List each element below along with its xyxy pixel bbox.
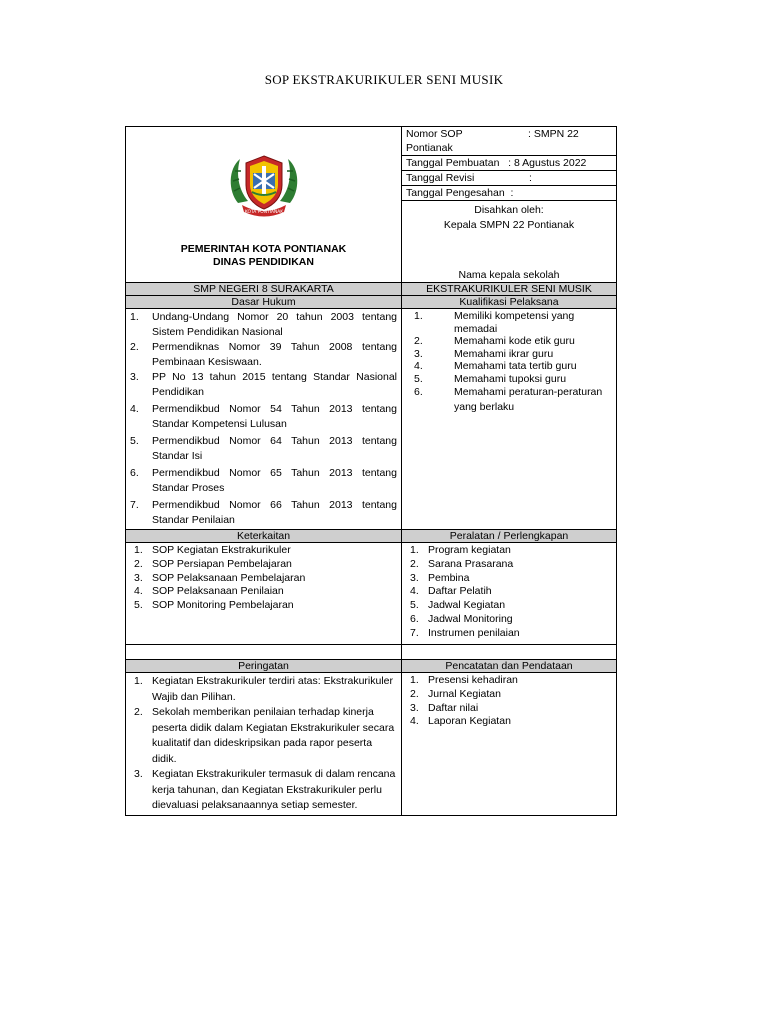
tanggal-pembuatan-cell (402, 156, 617, 171)
keterkaitan-heading: Keterkaitan (126, 530, 402, 543)
pemkot-pontianak-emblem-icon (226, 151, 302, 219)
dasar-hukum-list (130, 310, 397, 528)
tanggal-revisi-label: Tanggal Revisi (406, 172, 475, 184)
list-item: 2. Sekolah memberikan penilaian terhadap kinerja peserta didik dalam Kegiatan Ekstrakurikuler secara kualitatif dan dideskripsikan pada rapor peserta didik. (134, 706, 395, 765)
tanggal-pengesahan-label: Tanggal Pengesahan (406, 187, 505, 199)
emblem-caption: KOTA PONTIANAK (244, 210, 283, 215)
keterkaitan-cell (126, 543, 402, 645)
spacer-cell-left (126, 645, 402, 660)
tanggal-pengesahan-value: : (510, 187, 514, 199)
list-item: 2. Jurnal Kegiatan (410, 687, 501, 700)
list-item: 5. Memahami tupoksi guru (414, 372, 567, 385)
list-item: 1. Undang-Undang Nomor 20 tahun 2003 tentang Sistem Pendidikan Nasional (130, 311, 397, 338)
list-item: 5. SOP Monitoring Pembelajaran (134, 599, 294, 612)
peringatan-list (130, 674, 397, 814)
kualifikasi-heading: Kualifikasi Pelaksana (402, 296, 617, 309)
school-name-band: SMP NEGERI 8 SURAKARTA (126, 283, 402, 296)
list-item: 6. Jadwal Monitoring (410, 612, 513, 625)
spacer-cell-right (402, 645, 617, 660)
pencatatan-list (406, 674, 612, 729)
kualifikasi-list (406, 310, 612, 415)
list-item: 2. SOP Persiapan Pembelajaran (134, 557, 292, 570)
approval-cell (402, 201, 617, 283)
kualifikasi-cell (402, 309, 617, 530)
list-item: 2. Permendiknas Nomor 39 Tahun 2008 tentang Pembinaan Kesiswaan. (130, 341, 397, 368)
approver-name: Nama kepala sekolah (458, 269, 560, 281)
document-title: SOP EKSTRAKURIKULER SENI MUSIK (264, 72, 504, 87)
approver-title: Kepala SMPN 22 Pontianak (443, 219, 575, 231)
department-name: DINAS PENDIDIKAN (213, 256, 314, 268)
peralatan-list (406, 544, 612, 641)
list-item: 4. SOP Pelaksanaan Penilaian (134, 585, 284, 598)
list-item: 7. Instrumen penilaian (410, 626, 520, 639)
nomor-sop-value: : SMPN 22 Pontianak (406, 128, 579, 154)
list-item: 4. Laporan Kegiatan (410, 715, 511, 728)
list-item: 2. Sarana Prasarana (410, 557, 514, 570)
peralatan-heading: Peralatan / Perlengkapan (402, 530, 617, 543)
list-item: 3. Daftar nilai (410, 701, 479, 714)
list-item: 4. Memahami tata tertib guru (414, 360, 577, 372)
list-item: 1. SOP Kegiatan Ekstrakurikuler (134, 544, 291, 556)
dasar-hukum-heading: Dasar Hukum (126, 296, 402, 309)
list-item: 1. Kegiatan Ekstrakurikuler terdiri atas: Ekstrakurikuler Wajib dan Pilihan. (134, 675, 394, 703)
tanggal-revisi-cell (402, 171, 617, 186)
list-item: 3. Pembina (410, 571, 470, 584)
tanggal-revisi-value: : (529, 172, 532, 184)
sop-table (125, 126, 617, 816)
list-item: 1. Presensi kehadiran (410, 674, 518, 686)
list-item: 3. Kegiatan Ekstrakurikuler termasuk di dalam rencana kerja tahunan, dan Kegiatan Ekstrakurikuler perlu dievaluasi pelaksanaannya setiap semester. (134, 768, 396, 811)
list-item: 6. Memahami peraturan-peraturan yang berlaku (414, 386, 603, 413)
list-item: 1. Program kegiatan (410, 544, 511, 556)
list-item: 1. Memiliki kompetensi yang memadai (414, 310, 575, 335)
list-item: 5. Permendikbud Nomor 64 Tahun 2013 tentang Standar Isi (130, 435, 397, 462)
peringatan-cell (126, 673, 402, 816)
list-item: 4. Permendikbud Nomor 54 Tahun 2013 tentang Standar Kompetensi Lulusan (130, 403, 397, 430)
dasar-hukum-cell (126, 309, 402, 530)
peringatan-heading: Peringatan (126, 660, 402, 673)
activity-name-band: EKSTRAKURIKULER SENI MUSIK (402, 283, 617, 296)
approved-by-label: Disahkan oleh: (474, 204, 544, 216)
tanggal-pembuatan-label: Tanggal Pembuatan (406, 157, 500, 169)
nomor-sop-label: Nomor SOP (406, 128, 463, 140)
peralatan-cell (402, 543, 617, 645)
pencatatan-cell (402, 673, 617, 816)
pencatatan-heading: Pencatatan dan Pendataan (402, 660, 617, 673)
list-item: 3. PP No 13 tahun 2015 tentang Standar Nasional Pendidikan (130, 371, 397, 398)
list-item: 3. SOP Pelaksanaan Pembelajaran (134, 571, 306, 584)
header-identity-cell (126, 127, 402, 283)
tanggal-pengesahan-cell (402, 186, 617, 201)
list-item: 6. Permendikbud Nomor 65 Tahun 2013 tentang Standar Proses (130, 467, 397, 494)
government-name: PEMERINTAH KOTA PONTIANAK (180, 243, 347, 255)
list-item: 3. Memahami ikrar guru (414, 347, 554, 360)
keterkaitan-list (130, 544, 397, 613)
list-item: 5. Jadwal Kegiatan (410, 599, 506, 612)
list-item: 7. Permendikbud Nomor 66 Tahun 2013 tentang Standar Penilaian (130, 499, 397, 526)
tanggal-pembuatan-value: : 8 Agustus 2022 (508, 157, 587, 169)
list-item: 2. Memahami kode etik guru (414, 335, 575, 347)
nomor-sop-cell (402, 127, 617, 156)
list-item: 4. Daftar Pelatih (410, 585, 492, 598)
